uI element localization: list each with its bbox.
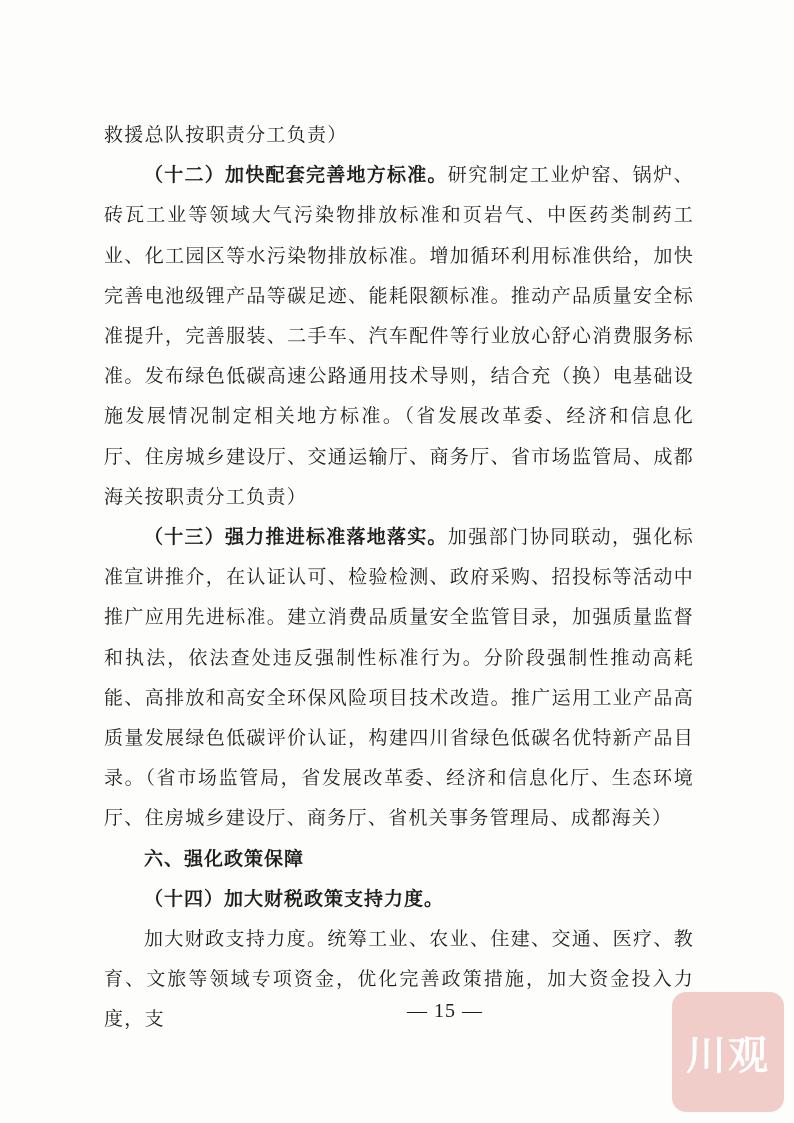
paragraph-13 [104,517,694,839]
chuanguan-watermark-logo [672,992,784,1112]
paragraph-13-heading: （十三）强力推进标准落地落实。 [144,526,448,549]
paragraph-12-heading: （十二）加快配套完善地方标准。 [144,164,448,187]
paragraph-12-body: 研究制定工业炉窑、锅炉、砖瓦工业等领域大气污染物排放标准和页岩气、中医药类制药工业、化工园区等水污染物排放标准。增加循环利用标准供给，加快完善电池级锂产品等碳足迹、能耗限额标准。推动产品质量安全标准提升，完善服装、二手车、汽车配件等行业放心舒心消费服务标准。发布绿色低碳高速公路通用技术导则，结合充（换）电基础设施发展情况制定相关地方标准。（省发展改革委、经济和信息化厅、住房城乡建设厅、交通运输厅、商务厅、省市场监管局、成都海关按职责分工负责） [104,164,694,508]
paragraph-14 [104,879,694,919]
paragraph-12 [104,155,694,517]
paragraph-14-content: 加大财政支持力度。统筹工业、农业、住建、交通、医疗、教育、文旅等领域专项资金，优化完善政策措施，加大资金投入力度，支 [104,928,694,1031]
watermark-text: 川观 [686,1032,770,1079]
document-body [104,115,694,1040]
paragraph-continuation: 救援总队按职责分工负责） [104,124,348,146]
paragraph-13-body: 加强部门协同联动，强化标准宣讲推介，在认证认可、检验检测、政府采购、招投标等活动中推广应用先进标准。建立消费品质量安全监管目录，加强质量监督和执法，依法查处违反强制性标准行为。分阶段强制性推动高耗能、高排放和高安全环保风险项目技术改造。推广运用工业产品高质量发展绿色低碳评价认证，构建四川省绿色低碳名优特新产品目录。（省市场监管局，省发展改革委、经济和信息化厅、生态环境厅、住房城乡建设厅、商务厅、省机关事务管理局、成都海关） [104,526,694,830]
paragraph-14-heading: （十四）加大财税政策支持力度。 [144,887,445,910]
section-heading: 六、强化政策保障 [144,847,305,870]
page-number-label: — 15 — [407,1000,483,1022]
